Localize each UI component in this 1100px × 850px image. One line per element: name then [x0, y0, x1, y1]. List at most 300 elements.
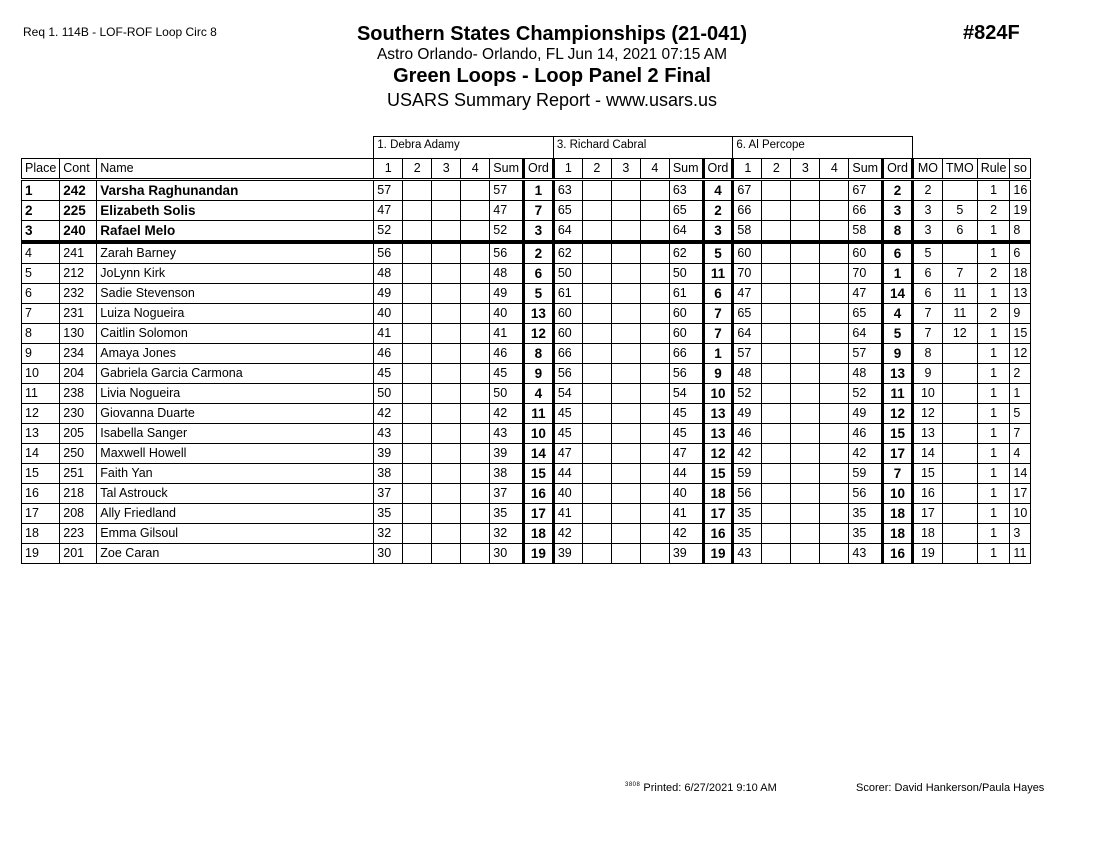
mo-cell: 6: [912, 284, 942, 304]
so-cell: 18: [1010, 264, 1031, 284]
judge-score-4: [461, 424, 490, 444]
judge-score-2: [762, 242, 791, 264]
mo-cell: 2: [912, 180, 942, 201]
judge-score-1: 45: [553, 404, 582, 424]
cont-cell: 250: [60, 444, 97, 464]
judge-ordinal: 1: [703, 344, 733, 364]
judge-score-2: [403, 384, 432, 404]
judge-sum: 46: [490, 344, 524, 364]
judge-score-3: [432, 544, 461, 564]
judge-score-4: [820, 504, 849, 524]
judge-score-3: [611, 524, 640, 544]
judge-score-4: [461, 364, 490, 384]
name-cell: Giovanna Duarte: [97, 404, 374, 424]
judge-score-3: [432, 404, 461, 424]
judge-score-2: [582, 304, 611, 324]
judge-ordinal: 12: [523, 324, 553, 344]
judge-sum: 67: [849, 180, 883, 201]
judge-ordinal: 15: [523, 464, 553, 484]
judge-score-3: [791, 404, 820, 424]
judge-score-3: [611, 344, 640, 364]
col-j3-2: 2: [582, 159, 611, 180]
judge-score-3: [611, 221, 640, 243]
table-row: [22, 524, 1031, 544]
so-cell: 14: [1010, 464, 1031, 484]
judge-ordinal: 17: [883, 444, 913, 464]
judge-sum: 42: [849, 444, 883, 464]
judge-score-1: 66: [553, 344, 582, 364]
judge-ordinal: 9: [883, 344, 913, 364]
so-cell: 17: [1010, 484, 1031, 504]
judge-score-2: [762, 221, 791, 243]
judge-sum: 62: [669, 242, 703, 264]
judge-score-4: [461, 180, 490, 201]
judge-ordinal: 7: [523, 201, 553, 221]
rule-cell: 1: [977, 424, 1010, 444]
place-cell: 10: [22, 364, 60, 384]
so-cell: 5: [1010, 404, 1031, 424]
judge-score-1: 64: [553, 221, 582, 243]
name-cell: Sadie Stevenson: [97, 284, 374, 304]
judge-score-3: [791, 264, 820, 284]
judge-score-2: [582, 201, 611, 221]
judge-sum: 41: [490, 324, 524, 344]
col-j3-4: 4: [640, 159, 669, 180]
judge-score-4: [640, 504, 669, 524]
judge-score-3: [432, 364, 461, 384]
name-cell: Emma Gilsoul: [97, 524, 374, 544]
judge-score-1: 60: [553, 324, 582, 344]
judge-ordinal: 13: [703, 404, 733, 424]
rule-cell: 2: [977, 201, 1010, 221]
judge-sum: 56: [490, 242, 524, 264]
col-tmo: TMO: [942, 159, 977, 180]
rule-cell: 1: [977, 344, 1010, 364]
judge-ordinal: 5: [703, 242, 733, 264]
judge-sum: 65: [849, 304, 883, 324]
judge-score-4: [820, 464, 849, 484]
name-cell: Livia Nogueira: [97, 384, 374, 404]
tmo-cell: [942, 484, 977, 504]
rule-cell: 1: [977, 464, 1010, 484]
place-cell: 4: [22, 242, 60, 264]
judge-ordinal: 1: [883, 264, 913, 284]
cont-cell: 230: [60, 404, 97, 424]
judge-score-2: [582, 444, 611, 464]
cont-cell: 241: [60, 242, 97, 264]
cont-cell: 201: [60, 544, 97, 564]
place-cell: 12: [22, 404, 60, 424]
judge-score-4: [640, 284, 669, 304]
col-j1-1: 1: [374, 159, 403, 180]
mo-cell: 13: [912, 424, 942, 444]
judge-score-1: 41: [553, 504, 582, 524]
judge-score-3: [791, 444, 820, 464]
judge-sum: 40: [490, 304, 524, 324]
cont-cell: 212: [60, 264, 97, 284]
judge-score-1: 42: [733, 444, 762, 464]
name-cell: Varsha Raghunandan: [97, 180, 374, 201]
judge-ordinal: 13: [703, 424, 733, 444]
judge-score-1: 35: [733, 524, 762, 544]
judge-score-3: [791, 424, 820, 444]
judge-score-1: 57: [733, 344, 762, 364]
tmo-cell: 7: [942, 264, 977, 284]
place-cell: 15: [22, 464, 60, 484]
judge-ordinal: 12: [703, 444, 733, 464]
judge-sum: 32: [490, 524, 524, 544]
judge-score-3: [611, 264, 640, 284]
so-cell: 3: [1010, 524, 1031, 544]
judge-score-2: [403, 344, 432, 364]
judge-score-3: [432, 264, 461, 284]
mo-cell: 6: [912, 264, 942, 284]
cont-cell: 242: [60, 180, 97, 201]
judge-score-2: [582, 544, 611, 564]
judge-score-4: [640, 304, 669, 324]
judge-score-3: [432, 464, 461, 484]
judge-ordinal: 11: [703, 264, 733, 284]
col-rule: Rule: [977, 159, 1010, 180]
judge-score-4: [461, 221, 490, 243]
name-cell: Caitlin Solomon: [97, 324, 374, 344]
judge-sum: 37: [490, 484, 524, 504]
judge-ordinal: 15: [883, 424, 913, 444]
judge-sum: 47: [669, 444, 703, 464]
judge-score-4: [640, 264, 669, 284]
judge-score-4: [820, 404, 849, 424]
judge-score-2: [762, 444, 791, 464]
judge-score-4: [640, 242, 669, 264]
judge-sum: 64: [669, 221, 703, 243]
judge-score-4: [820, 424, 849, 444]
so-cell: 1: [1010, 384, 1031, 404]
judge-score-4: [461, 384, 490, 404]
cont-cell: 251: [60, 464, 97, 484]
judge-score-4: [461, 284, 490, 304]
judge-score-4: [461, 464, 490, 484]
judge-score-2: [403, 364, 432, 384]
judge-score-3: [791, 304, 820, 324]
judge-sum: 66: [669, 344, 703, 364]
judge-score-4: [640, 524, 669, 544]
judge-6-header: 6. Al Percope: [733, 137, 913, 159]
judge-score-4: [461, 504, 490, 524]
mo-cell: 3: [912, 201, 942, 221]
rule-cell: 1: [977, 404, 1010, 424]
table-row: [22, 404, 1031, 424]
judge-score-2: [582, 384, 611, 404]
judge-sum: 45: [669, 424, 703, 444]
judge-score-1: 65: [553, 201, 582, 221]
judge-score-1: 30: [374, 544, 403, 564]
judge-score-1: 57: [374, 180, 403, 201]
judge-score-4: [640, 424, 669, 444]
so-cell: 6: [1010, 242, 1031, 264]
judge-sum: 50: [490, 384, 524, 404]
mo-cell: 3: [912, 221, 942, 243]
printed-info: [625, 782, 777, 794]
name-cell: Luiza Nogueira: [97, 304, 374, 324]
judge-score-4: [820, 384, 849, 404]
table-row: [22, 344, 1031, 364]
judge-ordinal: 18: [703, 484, 733, 504]
judge-ordinal: 3: [523, 221, 553, 243]
judge-score-2: [403, 264, 432, 284]
col-j1-2: 2: [403, 159, 432, 180]
judge-ordinal: 7: [883, 464, 913, 484]
judge-score-2: [403, 284, 432, 304]
rule-cell: 1: [977, 524, 1010, 544]
judge-sum: 38: [490, 464, 524, 484]
judge-score-2: [582, 364, 611, 384]
cont-cell: 208: [60, 504, 97, 524]
mo-cell: 7: [912, 324, 942, 344]
judge-ordinal: 18: [523, 524, 553, 544]
judges-header-row: [22, 137, 1031, 159]
judge-sum: 41: [669, 504, 703, 524]
place-cell: 16: [22, 484, 60, 504]
judge-score-2: [582, 404, 611, 424]
place-cell: 19: [22, 544, 60, 564]
judge-score-3: [791, 544, 820, 564]
judge-score-1: 40: [553, 484, 582, 504]
col-j1-4: 4: [461, 159, 490, 180]
mo-cell: 19: [912, 544, 942, 564]
judge-score-3: [611, 484, 640, 504]
judge-ordinal: 16: [883, 544, 913, 564]
judge-score-3: [432, 504, 461, 524]
judge-sum: 63: [669, 180, 703, 201]
col-name: Name: [97, 159, 374, 180]
tmo-cell: [942, 384, 977, 404]
event-title: Green Loops - Loop Panel 2 Final: [393, 65, 711, 87]
judge-score-3: [611, 242, 640, 264]
judge-score-2: [582, 344, 611, 364]
mo-cell: 15: [912, 464, 942, 484]
judge-ordinal: 7: [703, 324, 733, 344]
judge-score-1: 39: [553, 544, 582, 564]
judge-score-1: 46: [733, 424, 762, 444]
judge-score-4: [640, 464, 669, 484]
table-row: [22, 304, 1031, 324]
judge-score-4: [461, 242, 490, 264]
judge-sum: 45: [669, 404, 703, 424]
mo-cell: 8: [912, 344, 942, 364]
judge-ordinal: 4: [883, 304, 913, 324]
judge-score-3: [432, 444, 461, 464]
judge-score-1: 60: [733, 242, 762, 264]
judge-score-2: [762, 384, 791, 404]
judge-score-4: [820, 484, 849, 504]
judge-sum: 58: [849, 221, 883, 243]
table-row: [22, 484, 1031, 504]
judge-ordinal: 13: [523, 304, 553, 324]
judge-score-4: [820, 304, 849, 324]
judge-ordinal: 12: [883, 404, 913, 424]
judge-sum: 35: [849, 524, 883, 544]
judge-score-1: 47: [733, 284, 762, 304]
col-j3-ord: Ord: [703, 159, 733, 180]
judge-score-4: [461, 524, 490, 544]
judge-score-2: [403, 201, 432, 221]
mo-cell: 14: [912, 444, 942, 464]
col-place: Place: [22, 159, 60, 180]
judge-sum: 39: [669, 544, 703, 564]
so-cell: 13: [1010, 284, 1031, 304]
judge-ordinal: 8: [883, 221, 913, 243]
place-cell: 8: [22, 324, 60, 344]
judge-ordinal: 11: [883, 384, 913, 404]
col-j6-4: 4: [820, 159, 849, 180]
tmo-cell: [942, 424, 977, 444]
judge-score-2: [762, 264, 791, 284]
judge-ordinal: 18: [883, 524, 913, 544]
place-cell: 18: [22, 524, 60, 544]
judge-sum: 43: [849, 544, 883, 564]
judge-score-4: [820, 444, 849, 464]
judge-score-3: [611, 404, 640, 424]
rule-cell: 1: [977, 364, 1010, 384]
report-header: [300, 22, 804, 111]
judge-score-3: [432, 304, 461, 324]
judge-score-2: [403, 304, 432, 324]
judge-sum: 48: [490, 264, 524, 284]
judge-score-3: [791, 464, 820, 484]
tmo-cell: [942, 364, 977, 384]
judge-sum: 65: [669, 201, 703, 221]
cont-cell: 204: [60, 364, 97, 384]
judge-sum: 42: [669, 524, 703, 544]
judge-score-4: [640, 484, 669, 504]
place-cell: 13: [22, 424, 60, 444]
judge-score-4: [461, 324, 490, 344]
rule-cell: 1: [977, 324, 1010, 344]
judge-score-1: 39: [374, 444, 403, 464]
place-cell: 5: [22, 264, 60, 284]
col-j3-3: 3: [611, 159, 640, 180]
judge-score-2: [403, 424, 432, 444]
judge-score-1: 46: [374, 344, 403, 364]
judge-score-3: [432, 344, 461, 364]
judge-score-1: 61: [553, 284, 582, 304]
judge-score-3: [432, 524, 461, 544]
place-cell: 6: [22, 284, 60, 304]
tmo-cell: [942, 242, 977, 264]
judge-score-3: [611, 180, 640, 201]
tmo-cell: [942, 180, 977, 201]
judge-sum: 44: [669, 464, 703, 484]
judge-3-header: 3. Richard Cabral: [553, 137, 733, 159]
judge-score-3: [611, 544, 640, 564]
judge-sum: 56: [849, 484, 883, 504]
judge-score-3: [432, 484, 461, 504]
judge-score-3: [611, 444, 640, 464]
judge-score-1: 45: [553, 424, 582, 444]
judge-score-1: 44: [553, 464, 582, 484]
name-cell: Ally Friedland: [97, 504, 374, 524]
cont-cell: 232: [60, 284, 97, 304]
tmo-cell: 11: [942, 284, 977, 304]
rule-cell: 2: [977, 304, 1010, 324]
so-cell: 7: [1010, 424, 1031, 444]
printed-date: Printed: 6/27/2021 9:10 AM: [643, 782, 777, 794]
judge-score-2: [582, 242, 611, 264]
judge-score-1: 41: [374, 324, 403, 344]
tmo-cell: [942, 404, 977, 424]
column-header-row: [22, 159, 1031, 180]
judge-score-1: 48: [733, 364, 762, 384]
judge-sum: 50: [669, 264, 703, 284]
judge-score-1: 45: [374, 364, 403, 384]
so-cell: 2: [1010, 364, 1031, 384]
judge-score-2: [582, 264, 611, 284]
judge-sum: 60: [669, 304, 703, 324]
judge-score-3: [611, 424, 640, 444]
judge-score-4: [461, 484, 490, 504]
judge-score-2: [762, 524, 791, 544]
judge-1-header: 1. Debra Adamy: [374, 137, 554, 159]
judge-score-1: 35: [374, 504, 403, 524]
table-row: [22, 384, 1031, 404]
table-row: [22, 180, 1031, 201]
table-row: [22, 324, 1031, 344]
judge-score-2: [403, 524, 432, 544]
judge-ordinal: 3: [883, 201, 913, 221]
judge-score-4: [820, 524, 849, 544]
judge-ordinal: 7: [703, 304, 733, 324]
judge-score-3: [791, 284, 820, 304]
judge-score-2: [762, 284, 791, 304]
so-cell: 19: [1010, 201, 1031, 221]
table-row: [22, 264, 1031, 284]
judge-score-4: [640, 384, 669, 404]
rule-cell: 1: [977, 242, 1010, 264]
event-code: #824F: [963, 22, 1020, 44]
tmo-cell: 11: [942, 304, 977, 324]
mo-cell: 9: [912, 364, 942, 384]
col-j6-sum: Sum: [849, 159, 883, 180]
judge-score-4: [640, 344, 669, 364]
so-cell: 4: [1010, 444, 1031, 464]
rule-cell: 1: [977, 484, 1010, 504]
judge-score-1: 54: [553, 384, 582, 404]
col-j6-2: 2: [762, 159, 791, 180]
judge-ordinal: 4: [523, 384, 553, 404]
place-cell: 14: [22, 444, 60, 464]
table-row: [22, 464, 1031, 484]
tmo-cell: 6: [942, 221, 977, 243]
table-row: [22, 221, 1031, 243]
judge-score-2: [762, 344, 791, 364]
judge-score-4: [820, 324, 849, 344]
judge-score-4: [640, 221, 669, 243]
request-label: Req 1. 114B - LOF-ROF Loop Circ 8: [23, 25, 217, 39]
judge-score-4: [640, 364, 669, 384]
judge-ordinal: 5: [523, 284, 553, 304]
judge-score-3: [432, 284, 461, 304]
judge-ordinal: 6: [523, 264, 553, 284]
judge-score-4: [461, 444, 490, 464]
col-j1-3: 3: [432, 159, 461, 180]
so-cell: 8: [1010, 221, 1031, 243]
judge-sum: 60: [669, 324, 703, 344]
name-cell: Rafael Melo: [97, 221, 374, 243]
so-cell: 16: [1010, 180, 1031, 201]
judge-score-2: [403, 324, 432, 344]
judge-score-3: [791, 384, 820, 404]
judge-sum: 57: [849, 344, 883, 364]
